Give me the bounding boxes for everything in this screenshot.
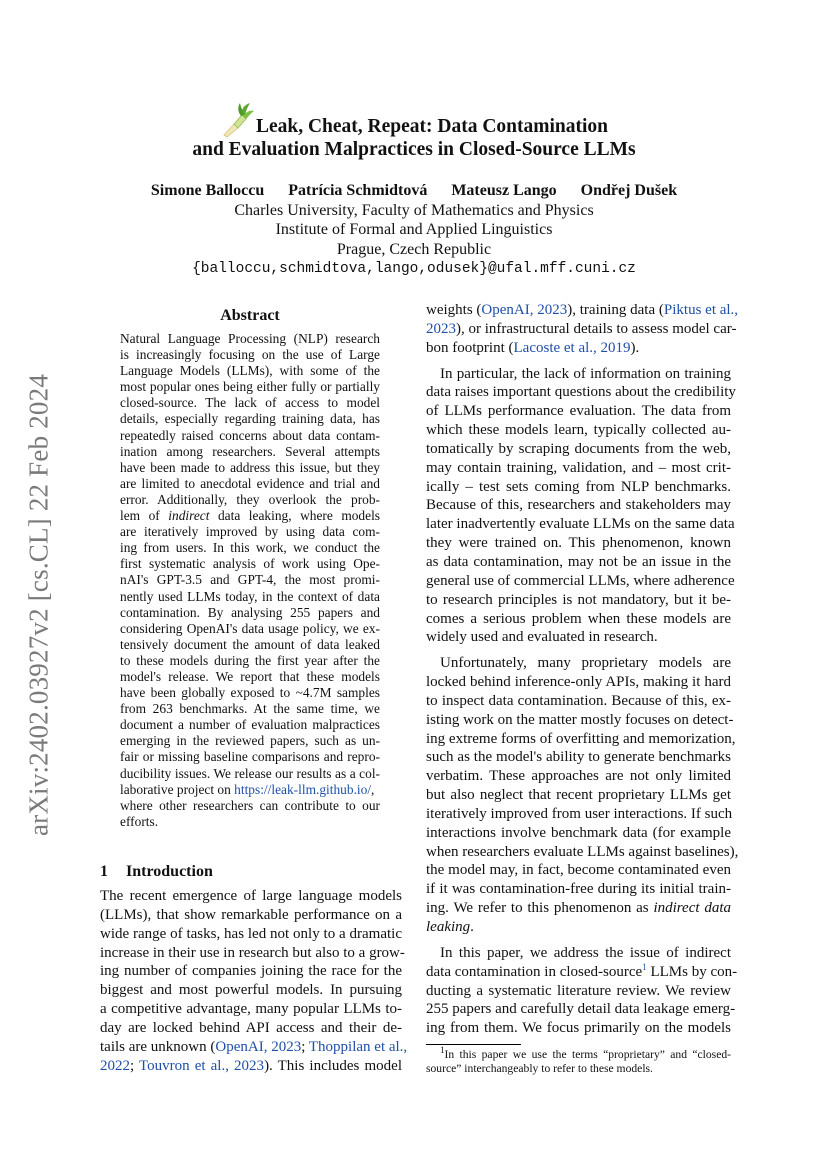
abstract-line <box>120 782 380 798</box>
author-emails: {balloccu,schmidtova,lango,odusek}@ufal.mff.cuni.cz <box>192 261 636 277</box>
body-line <box>426 339 731 358</box>
abstract-line: fair or missing baseline comparisons and repro- <box>120 749 380 765</box>
author-name: Patrícia Schmidtová <box>288 182 428 199</box>
body-line: In particular, the lack of information on training <box>440 365 731 382</box>
abstract-line: first systematic analysis of work using Ope- <box>120 556 380 572</box>
abstract-text: laborative project on <box>120 781 231 797</box>
abstract-line: ination among researchers. Several attempts <box>120 443 380 459</box>
section-heading <box>100 862 213 882</box>
body-line: which these models learn, typically collected au- <box>426 422 731 439</box>
abstract-line: document a number of evaluation malpractices <box>120 717 380 733</box>
abstract-text: lem of <box>120 508 160 524</box>
body-text: ). This includes model <box>264 1057 402 1074</box>
body-line: the model may, in fact, become contaminated even <box>426 862 731 879</box>
body-line: ing number of companies joining the race for the <box>100 963 402 980</box>
abstract-line: have been made to address this issue, but they <box>120 459 380 475</box>
body-text: data contamination in closed-source <box>426 963 643 980</box>
abstract-line: ing from users. In this work, we conduct the <box>120 540 380 556</box>
arxiv-id-label: arXiv:2402.03927v2 [cs.CL] 22 Feb 2024 <box>23 373 54 837</box>
footnote-number: 1 <box>440 1045 445 1056</box>
body-line: ducting a systematic literature review. We review <box>426 982 731 999</box>
abstract-line: nently used LLMs today, in the context of data <box>120 588 380 604</box>
abstract-line: Language Models (LLMs), with some of the <box>120 363 380 379</box>
body-line: to inspect data contamination. Because of this, ex- <box>426 692 731 709</box>
body-line: a competitive advantage, many popular LLMs to- <box>100 1001 402 1018</box>
body-text: weights ( <box>426 302 482 318</box>
body-line <box>426 320 737 339</box>
body-line: interactions involve benchmark data (for example <box>426 824 731 841</box>
body-line: may contain training, validation, and – most crit- <box>426 459 731 476</box>
body-line: increase in their use in research but also to a grow- <box>100 944 405 961</box>
body-line <box>426 301 739 320</box>
body-text: ing. We refer to this phenomenon as <box>426 900 649 917</box>
paper-title <box>120 102 708 161</box>
body-line: of LLMs performance evaluation. The data from <box>426 403 731 420</box>
body-line: to research principles is not mandatory, but it be- <box>426 591 731 608</box>
body-line: they were trained on. This phenomenon, known <box>426 535 731 552</box>
footnote <box>426 1045 731 1076</box>
affiliation-line: Institute of Formal and Applied Linguistics <box>275 221 553 238</box>
body-line: day are locked behind API access and their de- <box>100 1019 402 1036</box>
abstract-line: from 263 benchmarks. At the same time, we <box>120 701 380 717</box>
intro-right-column <box>426 301 739 1038</box>
body-line: isting work on the matter mostly focuses on detect- <box>426 711 734 728</box>
abstract-italic: indirect <box>168 508 210 524</box>
body-line: general use of commercial LLMs, where adherence <box>426 572 735 589</box>
title-line-1 <box>120 102 708 138</box>
abstract-line: most popular ones being either fully or partially <box>120 379 380 395</box>
leek-icon <box>220 102 254 138</box>
abstract-line: tensively document the amount of data leaked <box>120 636 380 652</box>
citation-link[interactable]: OpenAI, 2023 <box>481 302 568 318</box>
body-line: wide range of tasks, has led not only to a dramatic <box>100 925 402 942</box>
citation-link[interactable]: 2022 <box>100 1057 130 1074</box>
abstract-line: closed-source. The lack of access to model <box>120 395 380 411</box>
abstract-line: where other researchers can contribute to our <box>120 797 380 813</box>
title-line-1-text: Leak, Cheat, Repeat: Data Contamination <box>255 116 609 137</box>
body-italic: indirect data <box>653 900 731 917</box>
abstract-line: Natural Language Processing (NLP) research <box>120 331 380 346</box>
abstract-line: is increasingly focusing on the use of Large <box>120 347 380 363</box>
abstract-line: considering OpenAI's data usage policy, we ex- <box>120 620 380 636</box>
body-line: Because of this, researchers and stakeholders may <box>426 497 731 514</box>
body-line: ing extreme forms of overfitting and memorization, <box>426 730 736 747</box>
body-line: ically – test sets coming from NLP benchmarks. <box>426 478 731 495</box>
author-name: Simone Balloccu <box>150 182 265 199</box>
body-text: LLMs by con- <box>646 963 738 980</box>
abstract-line: to these models during the first year after the <box>120 652 380 668</box>
abstract-line <box>120 508 380 524</box>
author-name: Mateusz Lango <box>451 182 557 199</box>
affiliation-line: Charles University, Faculty of Mathematics and Physics <box>234 202 594 219</box>
author-name: Ondřej Dušek <box>580 182 678 199</box>
body-line: 255 papers and carefully detail data leakage emerg- <box>426 1001 736 1018</box>
footnote-line: source” interchangeably to refer to these models. <box>426 1062 653 1075</box>
body-line: but also neglect that recent proprietary LLMs get <box>426 787 731 804</box>
citation-link[interactable]: OpenAI, 2023 <box>215 1038 302 1055</box>
paragraph-gap <box>426 647 731 654</box>
abstract-line: efforts. <box>120 813 159 829</box>
citation-link[interactable]: Touvron et al., 2023 <box>139 1057 265 1074</box>
body-line <box>426 899 731 918</box>
body-text: ; <box>301 1038 309 1055</box>
citation-link[interactable]: Piktus et al., <box>663 302 739 318</box>
body-line <box>100 1038 408 1057</box>
paragraph-gap <box>426 937 731 944</box>
body-line: iteratively improved from user interactions. If such <box>426 805 733 822</box>
body-line: tomatically by scraping documents from the web, <box>426 440 731 457</box>
body-line: data raises important questions about the credibility <box>426 384 736 401</box>
body-line: such as the model's ability to generate benchmarks <box>426 749 731 766</box>
body-text: tails are unknown ( <box>100 1038 216 1055</box>
abstract-heading: Abstract <box>220 307 280 324</box>
body-text: ), or infrastructural details to assess model car- <box>456 320 737 337</box>
abstract-line: contamination. By analysing 255 papers and <box>120 604 380 620</box>
body-line: In this paper, we address the issue of indirect <box>440 944 731 961</box>
body-text: bon footprint ( <box>426 339 514 356</box>
citation-link[interactable]: Thoppilan et al., <box>308 1038 408 1055</box>
citation-link[interactable]: Lacoste et al., 2019 <box>513 339 631 356</box>
body-text: ), training data ( <box>567 302 664 318</box>
abstract-text: , <box>371 781 375 797</box>
abstract-line: are limited to anecdotal evidence and trial and <box>120 475 380 491</box>
abstract-body <box>120 331 380 830</box>
body-line: ing from them. We focus primarily on the models <box>426 1020 731 1037</box>
abstract-text: data leaking, where models <box>217 508 380 524</box>
abstract-line: details, especially regarding training data, has <box>120 411 380 427</box>
abstract-line: nAI's GPT-3.5 and GPT-4, the most promi- <box>120 572 380 588</box>
author-list <box>120 181 708 201</box>
body-line: widely used and evaluated in research. <box>426 629 658 646</box>
body-line <box>426 918 731 937</box>
body-line: as data contamination, may not be an issue in the <box>426 553 731 570</box>
body-line: if it was contamination-free during its initial train- <box>426 881 731 898</box>
title-line-2: and Evaluation Malpractices in Closed-Source LLMs <box>192 139 636 160</box>
abstract-line: model's release. We report that these models <box>120 668 380 684</box>
abstract-line: emerging in the reviewed papers, such as un- <box>120 733 380 749</box>
abstract-line: error. Additionally, they overlook the prob- <box>120 491 380 507</box>
body-line: when researchers evaluate LLMs against baselines), <box>426 843 739 860</box>
body-line: comes a serious problem when these models are <box>426 610 731 627</box>
abstract-line: ducibility issues. We release our results as a col- <box>120 765 380 781</box>
project-link[interactable]: https://leak-llm.github.io/ <box>234 781 372 797</box>
abstract-line: have been globally exposed to ~4.7M samples <box>120 685 380 701</box>
footnote-marker[interactable]: 1 <box>642 961 647 972</box>
body-line: Unfortunately, many proprietary models are <box>440 655 731 672</box>
body-text: ; <box>130 1057 139 1074</box>
body-line: (LLMs), that show remarkable performance on a <box>100 906 402 923</box>
body-line <box>426 961 738 982</box>
footnote-line <box>426 1045 731 1062</box>
intro-left-column <box>100 887 408 1075</box>
paragraph-gap <box>426 358 731 365</box>
body-line: The recent emergence of large language models <box>100 888 402 904</box>
arxiv-side-stamp <box>24 360 54 850</box>
abstract-line: repeatedly raised concerns about data contam- <box>120 427 380 443</box>
body-line <box>100 1057 402 1076</box>
body-line: locked behind inference-only APIs, making it hard <box>426 674 731 691</box>
body-line: biggest and most powerful models. In pursuing <box>100 982 402 999</box>
footnote-text: In this paper we use the terms “proprietary” and “closed- <box>444 1048 731 1061</box>
body-line: later inadvertently evaluate LLMs on the same data <box>426 516 735 533</box>
body-line: verbatim. These approaches are not only limited <box>426 768 731 785</box>
abstract-line: are iteratively improved by using data com- <box>120 524 380 540</box>
affiliation-line: Prague, Czech Republic <box>336 241 492 258</box>
section-number: 1 <box>100 863 108 880</box>
body-italic: leaking <box>426 919 471 935</box>
section-title: Introduction <box>126 863 213 880</box>
body-text: . <box>470 919 474 935</box>
body-text: ). <box>630 339 640 356</box>
citation-link[interactable]: 2023 <box>426 320 456 337</box>
